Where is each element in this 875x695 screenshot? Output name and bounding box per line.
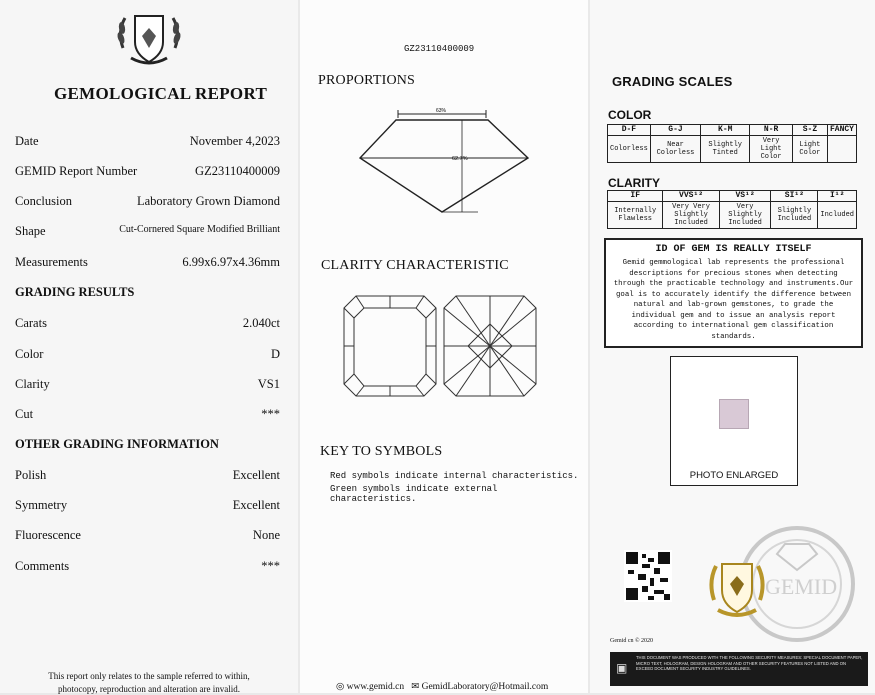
field-row <box>15 164 280 184</box>
clarity-grade-cell: I¹² <box>818 191 857 202</box>
field-label: Measurements <box>15 255 88 269</box>
field-row <box>15 377 280 397</box>
qr-code-icon[interactable] <box>624 550 672 602</box>
clarity-characteristic-heading: CLARITY CHARACTERISTIC <box>321 258 509 273</box>
field-label: Symmetry <box>15 498 68 512</box>
key-to-symbols-heading: KEY TO SYMBOLS <box>320 444 443 459</box>
field-label: Carats <box>15 316 47 330</box>
watermark-text: GEMID <box>765 574 838 599</box>
id-of-gem-box <box>604 238 863 348</box>
field-value: Cut-Cornered Square Modified Brilliant <box>119 224 280 235</box>
field-value: GZ23110400009 <box>195 164 280 178</box>
email-link[interactable]: GemidLaboratory@Hotmail.com <box>421 682 549 692</box>
key-line-green: Green symbols indicate external characteristics. <box>330 484 498 504</box>
grading-results-heading: GRADING RESULTS <box>15 285 135 299</box>
field-value: 6.99x6.97x4.36mm <box>182 255 280 269</box>
footer-contact <box>336 681 548 692</box>
field-row <box>15 255 280 275</box>
field-row <box>15 407 280 427</box>
clarity-grade-cell: VVS¹² <box>663 191 719 202</box>
color-grade-cell: G-J <box>650 125 700 136</box>
color-scale-table <box>607 124 857 163</box>
clarity-scale-table <box>607 190 857 229</box>
proportions-diagram <box>358 108 538 218</box>
security-notice: THIS DOCUMENT WAS PRODUCED WITH THE FOLLOWING SECURITY MEASURES: SPECIAL DOCUMENT PAPER, MICRO TEXT, HOLOGRAM, DESIGN HOLOGRAM AND OTHER SECURITY FEATURES NOT LISTED AND ON EXCEED DOCUMENT SECURITY INDUSTRY GUIDELINES. <box>636 655 863 671</box>
grading-scales-heading: GRADING SCALES <box>612 74 733 89</box>
field-label: Clarity <box>15 377 50 391</box>
clarity-desc-cell: Internally Flawless <box>608 202 663 229</box>
clarity-desc-cell: Included <box>818 202 857 229</box>
footer-disclaimer-line1: This report only relates to the sample referred to within, <box>48 671 250 681</box>
email-icon: ✉ <box>411 682 420 692</box>
color-grade-cell: N-R <box>750 125 793 136</box>
field-value: *** <box>261 559 280 573</box>
color-desc-cell: Near Colorless <box>650 136 700 163</box>
field-label: Cut <box>15 407 34 421</box>
gold-seal-logo <box>706 556 768 620</box>
photo-enlarged-label: PHOTO ENLARGED <box>689 470 779 481</box>
clarity-desc-cell: Very Slightly Included <box>719 202 771 229</box>
field-value: D <box>270 347 280 361</box>
color-grade-cell: D-F <box>608 125 651 136</box>
report-title: GEMOLOGICAL REPORT <box>54 84 268 103</box>
color-scale-heading: COLOR <box>608 108 652 122</box>
report-number-top: GZ23110400009 <box>404 44 475 54</box>
field-row <box>15 468 280 488</box>
copyright-text: Gemid cn © 2020 <box>610 638 654 644</box>
field-label: Date <box>15 134 39 148</box>
field-label: Polish <box>15 468 47 482</box>
field-value: Excellent <box>232 498 280 512</box>
color-desc-cell: Slightly Tinted <box>701 136 750 163</box>
table-percent-label: 63% <box>436 108 447 114</box>
report-left-panel <box>0 0 298 693</box>
key-line-red: Red symbols indicate internal characteristics. <box>330 471 579 481</box>
field-value: Excellent <box>232 468 280 482</box>
field-value: None <box>252 528 280 542</box>
clarity-grade-cell: VS¹² <box>719 191 771 202</box>
field-row <box>15 194 280 214</box>
field-label: Color <box>15 347 44 361</box>
field-value: *** <box>261 407 280 421</box>
clarity-scale-heading: CLARITY <box>608 176 660 190</box>
field-value: Laboratory Grown Diamond <box>136 194 280 208</box>
field-row <box>15 498 280 518</box>
diamond-photo <box>719 399 749 429</box>
id-of-gem-title: ID OF GEM IS REALLY ITSELF <box>655 244 812 255</box>
photo-enlarged-box <box>670 356 798 486</box>
clarity-grade-cell: SI¹² <box>771 191 818 202</box>
field-label: Fluorescence <box>15 528 81 542</box>
color-desc-cell: Very Light Color <box>750 136 793 163</box>
globe-icon: ◎ <box>336 682 345 692</box>
gemid-seal-logo <box>113 8 185 72</box>
security-strip <box>610 652 868 686</box>
website-link[interactable]: www.gemid.cn <box>346 682 405 692</box>
field-row <box>15 347 280 367</box>
field-label: Shape <box>15 224 46 238</box>
field-row <box>15 134 280 154</box>
report-right-panel <box>590 0 875 693</box>
clarity-plot-diagram <box>342 294 552 400</box>
color-desc-cell: Colorless <box>608 136 651 163</box>
field-label: GEMID Report Number <box>15 164 138 178</box>
field-row <box>15 559 280 579</box>
field-value: November 4,2023 <box>189 134 280 148</box>
field-row <box>15 528 280 548</box>
id-of-gem-text: Gemid gemmological lab represents the professional descriptions for precious stones when detecting through the practicable technology and instruments.Our goal is to accurately identify the difference between natural and lab-grown gemstones, to grade the individual gem and to issue an analysis report according to international gem classification standards. <box>613 259 854 341</box>
field-label: Conclusion <box>15 194 72 208</box>
clarity-grade-cell: IF <box>608 191 663 202</box>
other-grading-heading: OTHER GRADING INFORMATION <box>15 437 219 451</box>
report-middle-panel <box>300 0 588 693</box>
field-label: Comments <box>15 559 70 573</box>
proportions-heading: PROPORTIONS <box>318 73 416 88</box>
color-desc-cell <box>827 136 856 163</box>
clarity-desc-cell: Slightly Included <box>771 202 818 229</box>
field-row <box>15 316 280 336</box>
color-grade-cell: FANCY <box>827 125 856 136</box>
lock-icon: ▣ <box>616 661 628 675</box>
field-value: VS1 <box>257 377 280 391</box>
color-desc-cell: Light Color <box>792 136 827 163</box>
depth-percent-label: 62.7% <box>452 156 468 162</box>
footer-disclaimer-line2: photocopy, reproduction and alteration are invalid. <box>57 684 241 694</box>
color-grade-cell: S-Z <box>792 125 827 136</box>
color-grade-cell: K-M <box>701 125 750 136</box>
clarity-desc-cell: Very Very Slightly Included <box>663 202 719 229</box>
field-value: 2.040ct <box>242 316 280 330</box>
field-row <box>15 224 280 244</box>
